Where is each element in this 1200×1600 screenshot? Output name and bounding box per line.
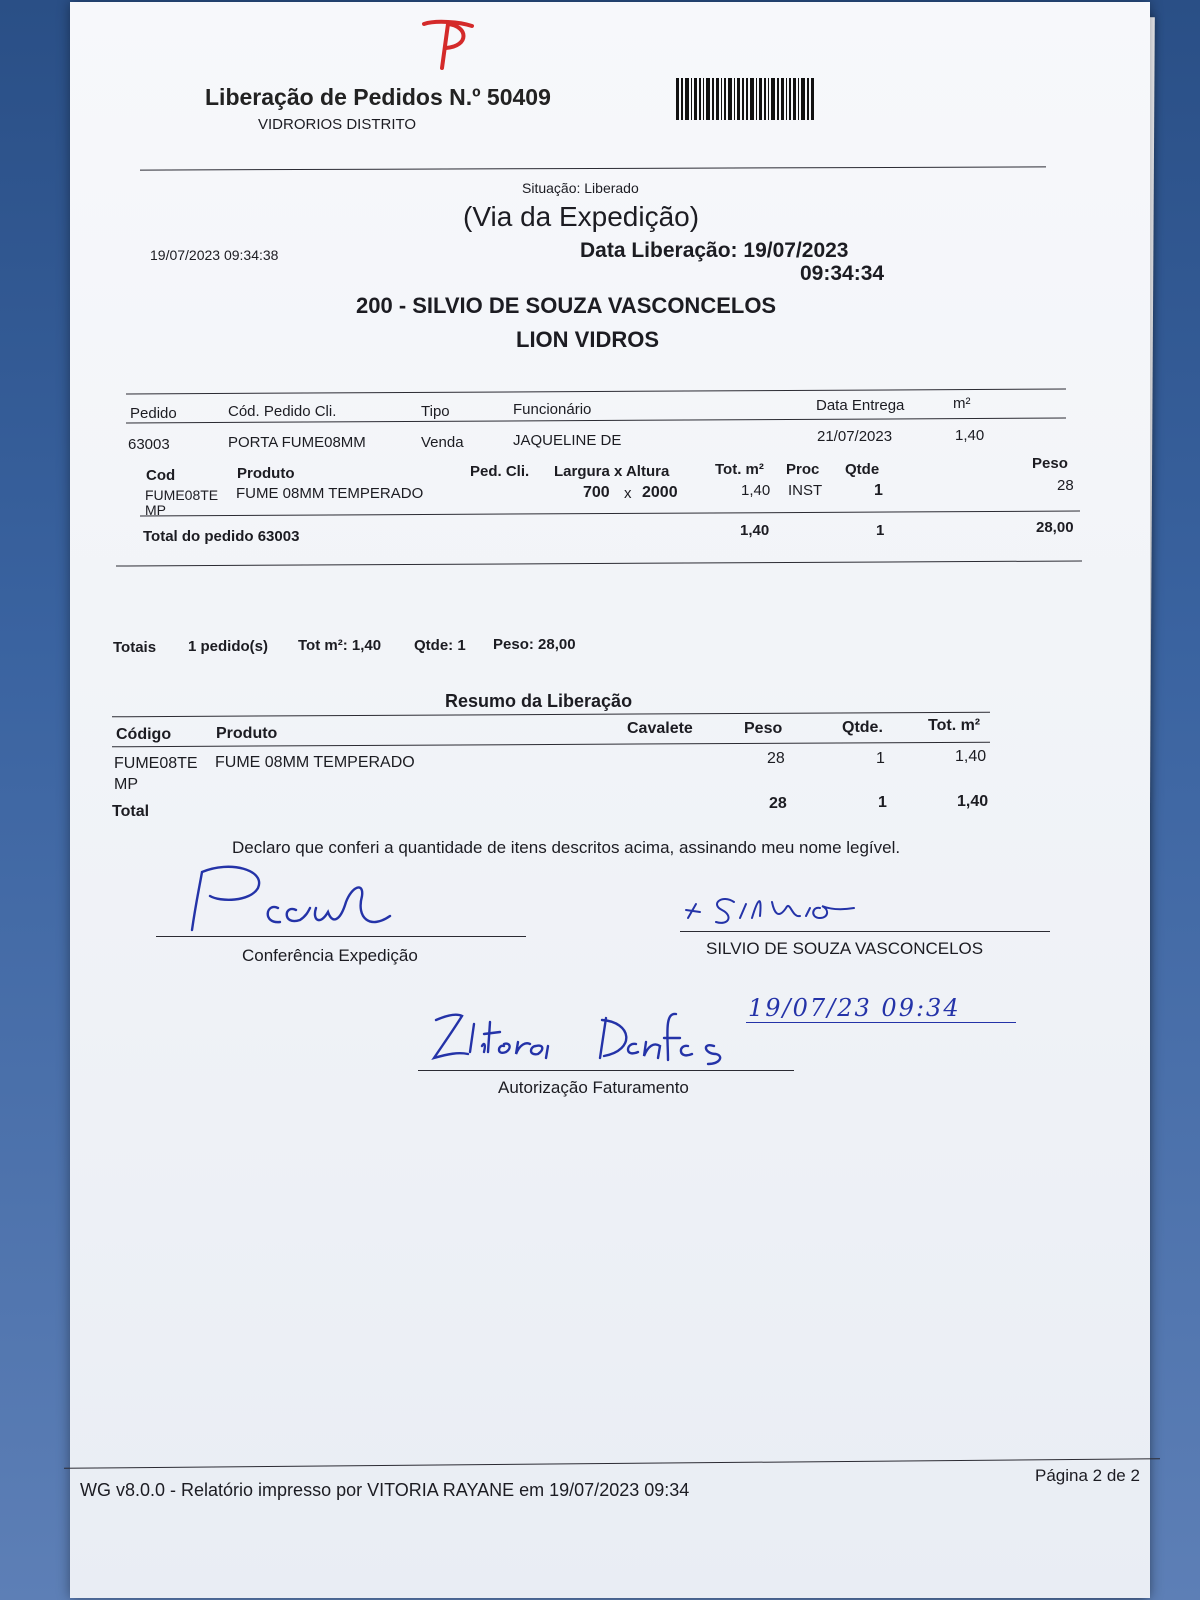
- signature-line-cliente: [680, 931, 1050, 932]
- order-tipo: Venda: [421, 434, 464, 451]
- signature-label-cliente: SILVIO DE SOUZA VASCONCELOS: [706, 939, 984, 958]
- order-total-label: Total do pedido 63003: [143, 528, 300, 545]
- summary-total-qtde: 1: [878, 794, 887, 811]
- barcode: [676, 78, 836, 120]
- order-m2: 1,40: [955, 427, 985, 444]
- order-total-peso: 28,00: [1036, 519, 1074, 536]
- totals-pedidos: 1 pedido(s): [188, 638, 269, 655]
- signature-line-conferencia: [156, 936, 526, 937]
- footer-page-number: Página 2 de 2: [1035, 1466, 1140, 1485]
- signature-label-autorizacao: Autorização Faturamento: [498, 1078, 689, 1097]
- col-tipo: Tipo: [421, 403, 450, 420]
- col-proc: Proc: [786, 461, 820, 478]
- summary-col-peso: Peso: [744, 720, 783, 737]
- release-date: Data Liberação: 19/07/2023: [580, 239, 849, 262]
- col-data-entrega: Data Entrega: [816, 397, 905, 414]
- footer-rule: [64, 1458, 1160, 1469]
- handwritten-p-mark: [412, 12, 482, 72]
- item-peso: 28: [1057, 477, 1074, 494]
- summary-qtde: 1: [876, 750, 885, 767]
- client-company: LION VIDROS: [516, 327, 660, 352]
- company-name: VIDRORIOS DISTRITO: [258, 116, 417, 133]
- summary-col-tot-m2: Tot. m²: [928, 717, 981, 734]
- col-funcionario: Funcionário: [513, 401, 592, 418]
- totals-label: Totais: [113, 639, 157, 656]
- client-name: 200 - SILVIO DE SOUZA VASCONCELOS: [356, 293, 777, 318]
- summary-tot-m2: 1,40: [955, 748, 987, 765]
- signature-conferencia: [170, 862, 430, 942]
- col-largura-altura: Largura x Altura: [554, 463, 670, 480]
- order-table-bottom-rule: [116, 560, 1082, 566]
- totals-peso: Peso: 28,00: [493, 636, 576, 653]
- via-title: (Via da Expedição): [463, 201, 700, 232]
- summary-codigo: FUME08TE: [114, 755, 198, 772]
- col-m2: m²: [953, 395, 971, 412]
- item-produto: FUME 08MM TEMPERADO: [236, 485, 424, 502]
- summary-col-qtde: Qtde.: [842, 719, 883, 736]
- col-cod: Cod: [146, 467, 176, 484]
- summary-col-codigo: Código: [116, 726, 172, 743]
- footer-printed-by: WG v8.0.0 - Relatório impresso por VITORIA RAYANE em 19/07/2023 09:34: [80, 1480, 690, 1500]
- item-cod: FUME08TE: [145, 487, 219, 503]
- item-total-rule: [140, 511, 1080, 517]
- order-total-qtde: 1: [876, 522, 885, 539]
- situation-text: Situação: Liberado: [522, 180, 639, 196]
- item-tot-m2: 1,40: [741, 482, 771, 499]
- col-tot-m2: Tot. m²: [715, 461, 764, 478]
- item-x: x: [624, 485, 632, 502]
- summary-top-rule: [112, 712, 990, 718]
- signature-label-conferencia: Conferência Expedição: [242, 946, 418, 965]
- totals-qtde: Qtde: 1: [414, 637, 466, 654]
- summary-peso: 28: [767, 750, 785, 767]
- release-time: 09:34:34: [800, 262, 885, 285]
- handwritten-date: 19/07/23 09:34: [748, 994, 961, 1022]
- handwritten-date-underline: [746, 1022, 1016, 1023]
- summary-total-label: Total: [112, 803, 150, 820]
- col-ped-cli: Ped. Cli.: [470, 463, 530, 480]
- signature-autorizacao: [428, 1002, 758, 1074]
- header-divider: [140, 166, 1046, 170]
- item-cod-cont: MP: [145, 502, 166, 518]
- signature-line-autorizacao: [418, 1070, 794, 1071]
- col-pedido: Pedido: [130, 405, 177, 422]
- item-largura: 700: [583, 484, 610, 501]
- summary-col-produto: Produto: [216, 725, 278, 742]
- order-data-entrega: 21/07/2023: [817, 428, 893, 445]
- order-pedido: 63003: [128, 436, 170, 453]
- order-cod-pedido-cli: PORTA FUME08MM: [228, 434, 366, 451]
- summary-produto: FUME 08MM TEMPERADO: [215, 754, 415, 771]
- summary-col-cavalete: Cavalete: [627, 720, 693, 737]
- summary-total-m2: 1,40: [957, 793, 989, 810]
- item-proc: INST: [788, 482, 823, 499]
- item-altura: 2000: [642, 484, 678, 501]
- declaration-text: Declaro que conferi a quantidade de itens descritos acima, assinando meu nome legível.: [232, 838, 901, 857]
- totals-m2: Tot m²: 1,40: [298, 637, 382, 654]
- order-total-m2: 1,40: [740, 522, 770, 539]
- summary-title: Resumo da Liberação: [445, 691, 633, 711]
- col-produto: Produto: [237, 465, 295, 482]
- order-table-top-rule: [126, 389, 1066, 395]
- document-title: Liberação de Pedidos N.º 50409: [205, 84, 551, 110]
- printed-timestamp: 19/07/2023 09:34:38: [150, 247, 279, 263]
- summary-total-peso: 28: [769, 795, 787, 812]
- summary-codigo-cont: MP: [114, 776, 138, 793]
- col-cod-pedido-cli: Cód. Pedido Cli.: [228, 403, 337, 420]
- col-qtde: Qtde: [845, 461, 880, 478]
- order-funcionario: JAQUELINE DE: [513, 432, 622, 449]
- item-qtde: 1: [874, 482, 883, 499]
- document-page: [70, 2, 1150, 1598]
- col-peso: Peso: [1032, 455, 1068, 472]
- signature-cliente: [682, 888, 872, 928]
